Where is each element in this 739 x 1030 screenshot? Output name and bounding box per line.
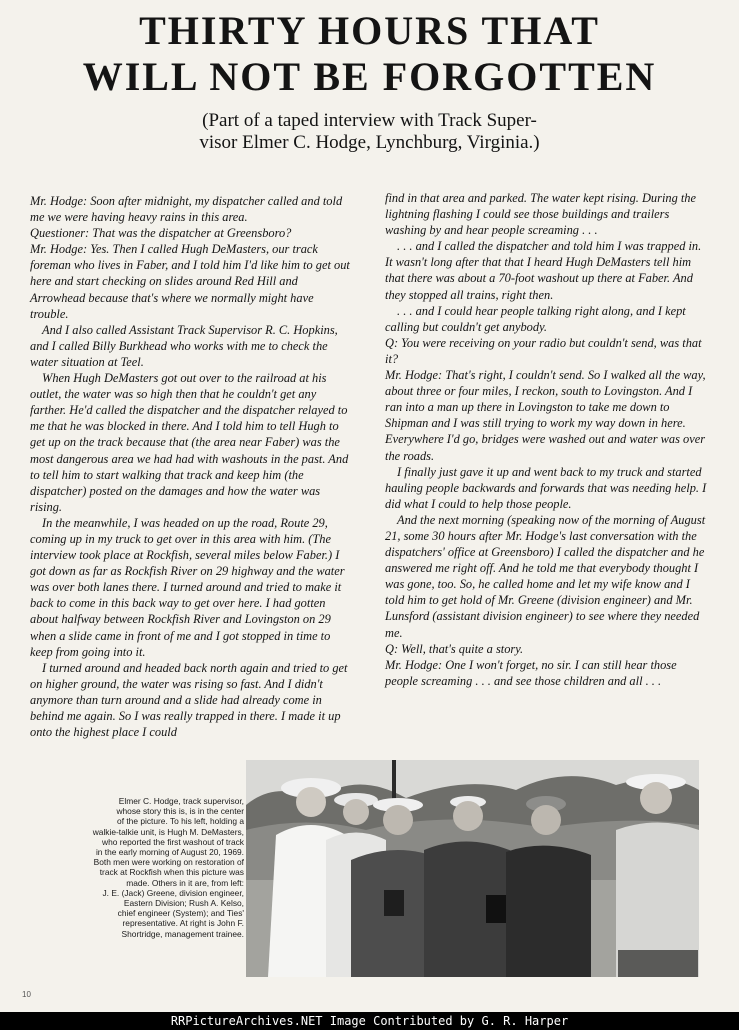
page-number: 10 (22, 990, 31, 999)
caption-line: whose story this is, is in the center (116, 806, 244, 817)
caption-line: Shortridge, management trainee. (121, 928, 244, 939)
caption-line: who reported the first washout of track (102, 836, 244, 847)
paragraph: Mr. Hodge: One I won't forget, no sir. I can still hear those people screaming . . . and see those children and all . . . (385, 657, 677, 688)
caption-line: chief engineer (System); and Ties' (117, 908, 244, 919)
right-text-column (385, 190, 707, 689)
paragraph: Q: You were receiving on your radio but couldn't send, was that it? (385, 335, 702, 366)
article-title (0, 8, 739, 100)
paragraph: I finally just gave it up and went back to my truck and started hauling people backwards and forwards that was needing help. I did what I could to help those people. (385, 464, 707, 511)
paragraph: Q: Well, that's quite a story. (385, 641, 524, 656)
paragraph: . . . and I called the dispatcher and told him I was trapped in. It wasn't long after that that I heard Hugh DeMasters tell him that there was about a 70-foot washout up there at Faber. And they stopped all trains, right then. (385, 239, 702, 302)
watermark-footer: RRPictureArchives.NET Image Contributed by G. R. Harper (0, 1012, 739, 1030)
group-photo (246, 760, 699, 977)
paragraph: find in that area and parked. The water kept rising. During the lightning flashing I could see those buildings and trailers washing by and hear people screaming . . . (385, 191, 697, 238)
caption-line: Eastern Division; Rush A. Kelso, (123, 898, 244, 909)
paragraph: Mr. Hodge: That's right, I couldn't send. So I walked all the way, about three or four miles, I reckon, south to Lovingston. And I ran into a man up there in Lovingston to take me down to Shipman and I was still trying to work my way down in here. Everywhere I'd go, bridges were washed out and water was over the roads. (385, 368, 706, 463)
caption-line: in the early morning of August 20, 1969. (95, 847, 244, 858)
paragraph: When Hugh DeMasters got out over to the railroad at his outlet, the water was so high then that he couldn't get any farther. He'd called the dispatcher and the dispatcher relayed to me that he was blocked in there. And I told him to tell Hugh to get up on the track because that (the area near Faber) was the most dangerous area we had had with washouts in the past. And to tell him to start walking that track and keep him (the dispatcher) posted on the damages and how the water was rising. (30, 371, 349, 514)
title-line-2: WILL NOT BE FORGOTTEN (82, 54, 657, 99)
paragraph: I turned around and headed back north again and tried to get on higher ground, the water was rising so fast. And I didn't anymore than turn around and a slide had already come in behind me again. So I was really trapped in there. I made it up onto the highest place I could (30, 660, 348, 740)
subtitle-line-1: (Part of a taped interview with Track Super- (202, 110, 537, 131)
paragraph: Mr. Hodge: Soon after midnight, my dispatcher called and told me we were having heavy rains in this area. (30, 194, 343, 225)
left-text-column (30, 193, 350, 740)
caption-line: J. E. (Jack) Greene, division engineer, (102, 887, 244, 898)
caption-line: of the picture. To his left, holding a (117, 816, 244, 827)
subtitle-line-2: visor Elmer C. Hodge, Lynchburg, Virginia.) (199, 132, 540, 153)
caption-line: walkie-talkie unit, is Hugh M. DeMasters, (92, 826, 244, 837)
paragraph: And the next morning (speaking now of the morning of August 21, some 30 hours after Mr. Hodge's last conversation with the dispatchers' office at Greensboro) I called the dispatcher and he answered me right off. And he told me that everybody thought I was gone, too. So, he called home and let my wife know and I told him to get hold of Mr. Greene (division engineer) and Mr. Lunsford (assistant division engineer) to see where they needed me. (385, 512, 706, 640)
title-line-1: THIRTY HOURS THAT (139, 8, 600, 53)
paragraph: In the meanwhile, I was headed on up the road, Route 29, coming up in my truck to get over in this area with him. (The interview took place at Rockfish, several miles below Faber.) I got down as far as Rockfish River on 29 highway and the water was over both lanes there. I turned around and tried to make it back to come in this back way to get over here. I had gotten about halfway between Rockfish River and Lovingston on 29 when a slide came in front of me and I got stopped in time to keep from going into it. (30, 515, 345, 659)
caption-line: representative. At right is John F. (122, 918, 244, 929)
paragraph: And I also called Assistant Track Supervisor R. C. Hopkins, and I called Billy Burkhead who works with me to check the water situation at Teel. (30, 322, 338, 369)
paragraph: . . . and I could hear people talking right along, and I kept calling but couldn't get anybody. (385, 303, 686, 334)
paragraph: Questioner: That was the dispatcher at Greensboro? (30, 226, 292, 241)
caption-line: made. Others in it are, from left: (126, 877, 244, 888)
article-subtitle (0, 110, 739, 154)
photo-caption (60, 796, 244, 939)
caption-line: Elmer C. Hodge, track supervisor, (118, 796, 244, 806)
caption-line: Both men were working on restoration of (93, 857, 244, 868)
paragraph: Mr. Hodge: Yes. Then I called Hugh DeMasters, our track foreman who lives in Faber, and I told him I'd like him to get out here and start checking on slides around Red Hill and Arrowhead because that's where we normally might have trouble. (30, 242, 350, 321)
photo-illustration (246, 760, 699, 977)
caption-line: track at Rockfish when this picture was (99, 867, 244, 878)
